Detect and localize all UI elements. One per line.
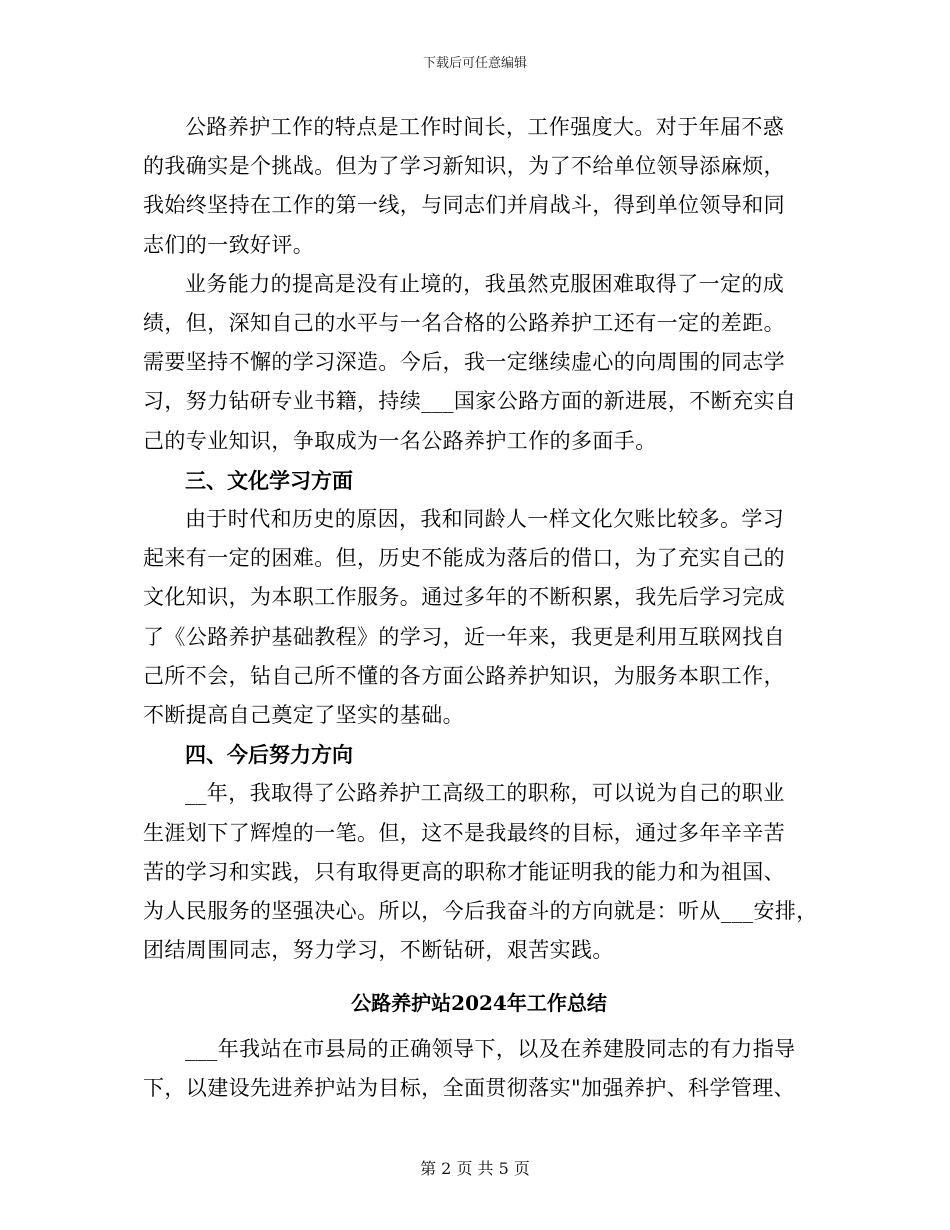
page-number-footer: 第 2 页 共 5 页 bbox=[420, 1159, 530, 1178]
text-line: 不断提高自己奠定了坚实的基础。 bbox=[143, 703, 464, 728]
text-line: 志们的一致好评。 bbox=[143, 232, 315, 257]
text-line: 为人民服务的坚强决心。所以，今后我奋斗的方向就是：听从___安排， bbox=[143, 899, 818, 924]
text-line: 的我确实是个挑战。但为了学习新知识，为了不给单位领导添麻烦， bbox=[143, 154, 785, 179]
document-body bbox=[143, 108, 818, 1108]
text-line: 需要坚持不懈的学习深造。今后，我一定继续虚心的向周围的同志学 bbox=[143, 350, 785, 375]
text-line: ___年我站在市县局的正确领导下，以及在养建股同志的有力指导 bbox=[185, 1036, 796, 1061]
text-line: 生涯划下了辉煌的一笔。但，这不是我最终的目标，通过多年辛辛苦 bbox=[143, 820, 785, 845]
text-line: 业务能力的提高是没有止境的，我虽然克服困难取得了一定的成 bbox=[185, 271, 785, 296]
text-line: 团结周围同志，努力学习，不断钻研，艰苦实践。 bbox=[143, 938, 614, 963]
text-line: 文化知识，为本职工作服务。通过多年的不断积累，我先后学习完成 bbox=[143, 585, 785, 610]
header-note: 下载后可任意编辑 bbox=[422, 56, 527, 71]
text-line: 我始终坚持在工作的第一线，与同志们并肩战斗，得到单位领导和同 bbox=[143, 193, 785, 218]
text-line: 由于时代和历史的原因，我和同龄人一样文化欠账比较多。学习 bbox=[185, 507, 785, 532]
section-heading-culture-study: 三、文化学习方面 bbox=[185, 467, 353, 493]
text-line: 起来有一定的困难。但，历史不能成为落后的借口，为了充实自己的 bbox=[143, 546, 785, 571]
text-line: 了《公路养护基础教程》的学习，近一年来，我更是利用互联网找自 bbox=[143, 624, 785, 649]
text-line: 苦的学习和实践，只有取得更高的职称才能证明我的能力和为祖国、 bbox=[143, 859, 785, 884]
paragraph-culture-study bbox=[143, 500, 815, 735]
text-line: 绩，但，深知自己的水平与一名合格的公路养护工还有一定的差距。 bbox=[143, 311, 785, 336]
paragraph-business-ability bbox=[143, 265, 815, 461]
text-line: 公路养护工作的特点是工作时间长，工作强度大。对于年届不惑 bbox=[185, 115, 785, 139]
paragraph-future-direction bbox=[143, 774, 818, 970]
text-line: 下，以建设先进养护站为目标，全面贯彻落实"加强养护、科学管理、 bbox=[143, 1075, 796, 1100]
document-title: 公路养护站2024年工作总结 bbox=[351, 991, 607, 1016]
text-line: __年，我取得了公路养护工高级工的职称，可以说为自己的职业 bbox=[185, 781, 785, 806]
text-line: 己所不会，钻自己所不懂的各方面公路养护知识，为服务本职工作， bbox=[143, 663, 785, 688]
text-line: 己的专业知识，争取成为一名公路养护工作的多面手。 bbox=[143, 428, 657, 453]
text-line: 习，努力钻研专业书籍，持续___国家公路方面的新进展，不断充实自 bbox=[143, 389, 797, 414]
paragraph-station-summary bbox=[143, 1030, 815, 1108]
section-heading-future-direction: 四、今后努力方向 bbox=[185, 742, 353, 768]
paragraph-work-characteristics bbox=[143, 108, 815, 265]
